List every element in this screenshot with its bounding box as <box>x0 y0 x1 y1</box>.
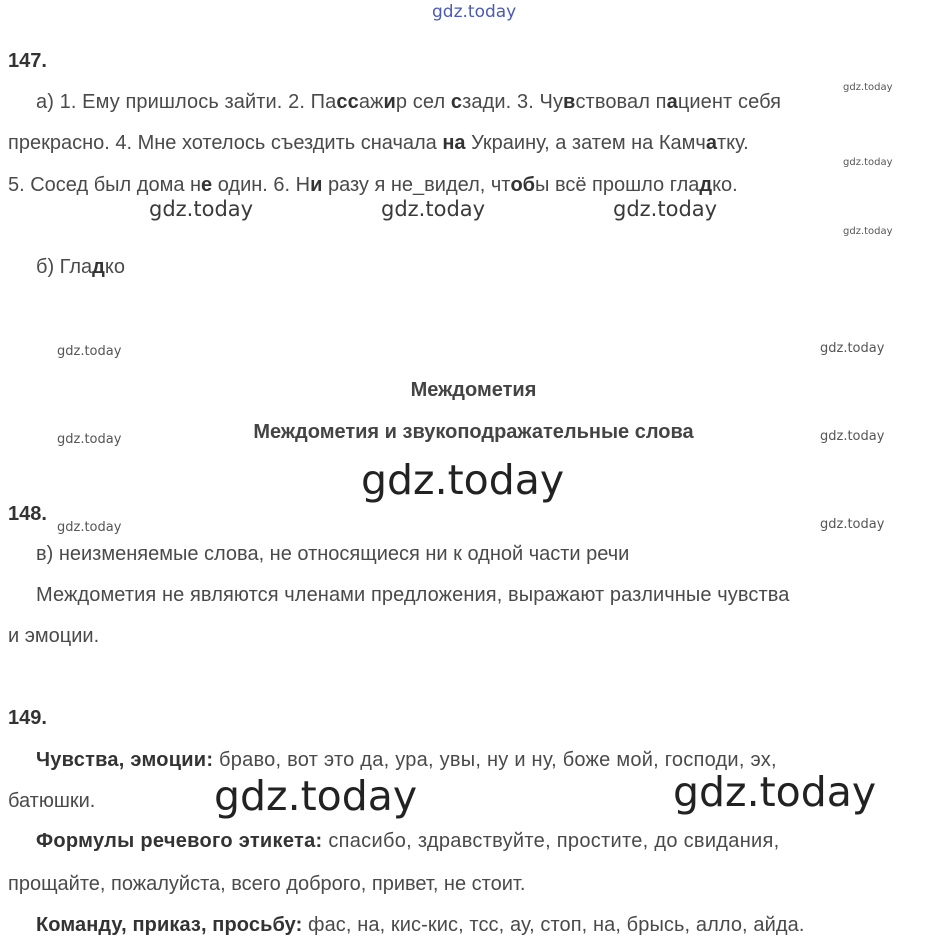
watermark-large: gdz.today <box>361 456 565 504</box>
watermark-small: gdz.today <box>820 517 885 532</box>
text-run: б) Гла <box>36 256 93 278</box>
highlighted-letters: а <box>666 91 678 113</box>
answer-line: Междометия не являются членами предложения, выражают различные чувства <box>36 584 790 606</box>
watermark-top: gdz.today <box>432 2 517 22</box>
watermark-small: gdz.today <box>843 226 893 237</box>
feelings-line <box>36 749 777 772</box>
text-run: ко <box>104 256 125 278</box>
highlighted-letters: в <box>563 91 576 113</box>
watermark-large: gdz.today <box>214 772 418 820</box>
category-text: спасибо, здравствуйте, простите, до свидания, <box>322 830 780 852</box>
watermark-small: gdz.today <box>843 157 893 168</box>
category-text: браво, вот это да, ура, увы, ну и ну, боже мой, господи, эх, <box>213 749 777 771</box>
watermark-small: gdz.today <box>57 520 122 535</box>
command-line <box>36 914 805 937</box>
watermark-medium: gdz.today <box>149 197 254 221</box>
watermark-small: gdz.today <box>57 432 122 447</box>
answer-a-line <box>8 174 738 197</box>
text-run: 5. Сосед был дома н <box>8 174 202 196</box>
text-run: циент себя <box>677 91 782 113</box>
etiquette-line <box>36 830 780 853</box>
watermark-small: gdz.today <box>820 341 885 356</box>
highlighted-letters: д <box>92 256 105 278</box>
answer-line: и эмоции. <box>8 625 100 647</box>
watermark-small: gdz.today <box>57 344 122 359</box>
text-run: а) 1. Ему пришлось зайти. 2. Па <box>36 91 337 113</box>
highlighted-letters: а <box>705 132 717 154</box>
answer-a-line <box>36 91 781 114</box>
watermark-small: gdz.today <box>820 429 885 444</box>
text-run: Украину, а затем на Камч <box>465 132 706 154</box>
text-run: разу я не_видел, чт <box>322 174 511 196</box>
text-run: один. 6. Н <box>212 174 311 196</box>
watermark-medium: gdz.today <box>613 197 718 221</box>
section-subtitle: Междометия и звукоподражательные слова <box>253 421 694 443</box>
highlighted-letters: об <box>510 174 536 196</box>
answer-b-line <box>36 256 125 279</box>
watermark-large: gdz.today <box>673 768 877 816</box>
highlighted-letters: на <box>442 132 466 154</box>
text-run: тку. <box>716 132 749 154</box>
highlighted-letters: д <box>699 174 713 196</box>
task-number: 147. <box>8 50 47 72</box>
text-run: аж <box>358 91 384 113</box>
text-run: р сел <box>395 91 451 113</box>
text-run: прекрасно. 4. Мне хотелось съездить сначала <box>8 132 443 154</box>
highlighted-letters: с <box>450 91 463 113</box>
feelings-line: батюшки. <box>8 790 96 812</box>
task-number: 148. <box>8 503 47 525</box>
highlighted-letters: и <box>310 174 323 196</box>
text-run: ко. <box>712 174 738 196</box>
text-run: ы всё прошло гла <box>535 174 700 196</box>
category-text: фас, на, кис-кис, тсс, ау, стоп, на, брысь, алло, айда. <box>302 914 805 936</box>
text-run: ствовал п <box>575 91 667 113</box>
category-label: Чувства, эмоции: <box>36 749 214 771</box>
answer-a-line <box>8 132 749 155</box>
watermark-small: gdz.today <box>843 82 893 93</box>
highlighted-letters: сс <box>336 91 359 113</box>
highlighted-letters: и <box>383 91 396 113</box>
highlighted-letters: е <box>201 174 213 196</box>
watermark-medium: gdz.today <box>381 197 486 221</box>
section-title: Междометия <box>410 379 537 401</box>
category-label: Команду, приказ, просьбу: <box>36 914 303 936</box>
etiquette-line: прощайте, пожалуйста, всего доброго, привет, не стоит. <box>8 873 526 895</box>
task-number: 149. <box>8 707 47 729</box>
answer-line: в) неизменяемые слова, не относящиеся ни к одной части речи <box>36 543 630 565</box>
text-run: зади. 3. Чу <box>462 91 564 113</box>
category-label: Формулы речевого этикета: <box>36 830 323 852</box>
